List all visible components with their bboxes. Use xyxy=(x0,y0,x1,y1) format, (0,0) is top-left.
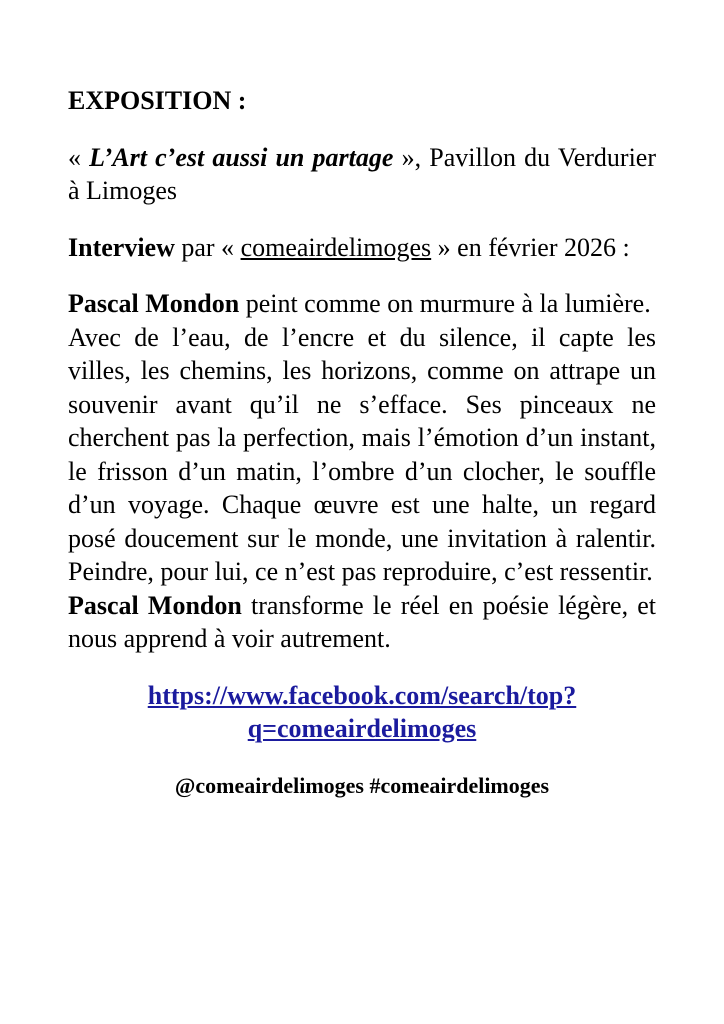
interview-line xyxy=(68,231,656,265)
interview-account-name: comeairdelimoges xyxy=(240,232,432,262)
interview-mid-text: par « xyxy=(174,232,241,262)
facebook-link-line2: q=comeairdelimoges xyxy=(247,714,477,743)
interview-label: Interview xyxy=(68,232,175,262)
body-closing-sentence: transforme le réel en poésie légère, et nous apprend à voir autrement. xyxy=(68,590,656,653)
quote-close-guillemet: » xyxy=(393,142,415,172)
document-heading: EXPOSITION : xyxy=(68,86,247,115)
exhibition-location-text: , Pavillon du Verdurier à Limoges xyxy=(68,142,657,205)
facebook-link-line1: https://www.facebook.com/search/top? xyxy=(147,680,577,710)
exhibition-title-line xyxy=(68,141,656,208)
body-main-text: Avec de l’eau, de l’encre et du silence, il capte les villes, les chemins, les horizons, comme on attrape un souvenir avant qu’il ne s’efface. Ses pinceaux ne cherchent pas la perfection, mais l’émotion d’un instant, le frisson d’un matin, l’ombre d’un clocher, le souffle d’un voyage. Chaque œuvre est une halte, un regard posé doucement sur le monde, une invitation à ralentir. Peindre, pour lui, ce n’est pas reproduire, c’est ressentir. xyxy=(68,322,656,586)
artist-name-bold: Pascal Mondon xyxy=(68,289,240,318)
exhibition-quote-text: L’Art c’est aussi un partage xyxy=(89,142,394,172)
document-content xyxy=(68,84,656,802)
social-handles-line: @comeairdelimoges #comeairdelimoges xyxy=(174,772,550,798)
facebook-search-link[interactable] xyxy=(148,681,577,744)
body-sentence-1: peint comme on murmure à la lumière. xyxy=(239,289,651,318)
interview-rest-text: » en février 2026 : xyxy=(431,232,630,262)
artist-name-bold-2: Pascal Mondon xyxy=(68,590,242,620)
link-paragraph xyxy=(68,679,656,746)
quote-open-guillemet: « xyxy=(68,142,90,172)
body-paragraph xyxy=(68,287,656,656)
